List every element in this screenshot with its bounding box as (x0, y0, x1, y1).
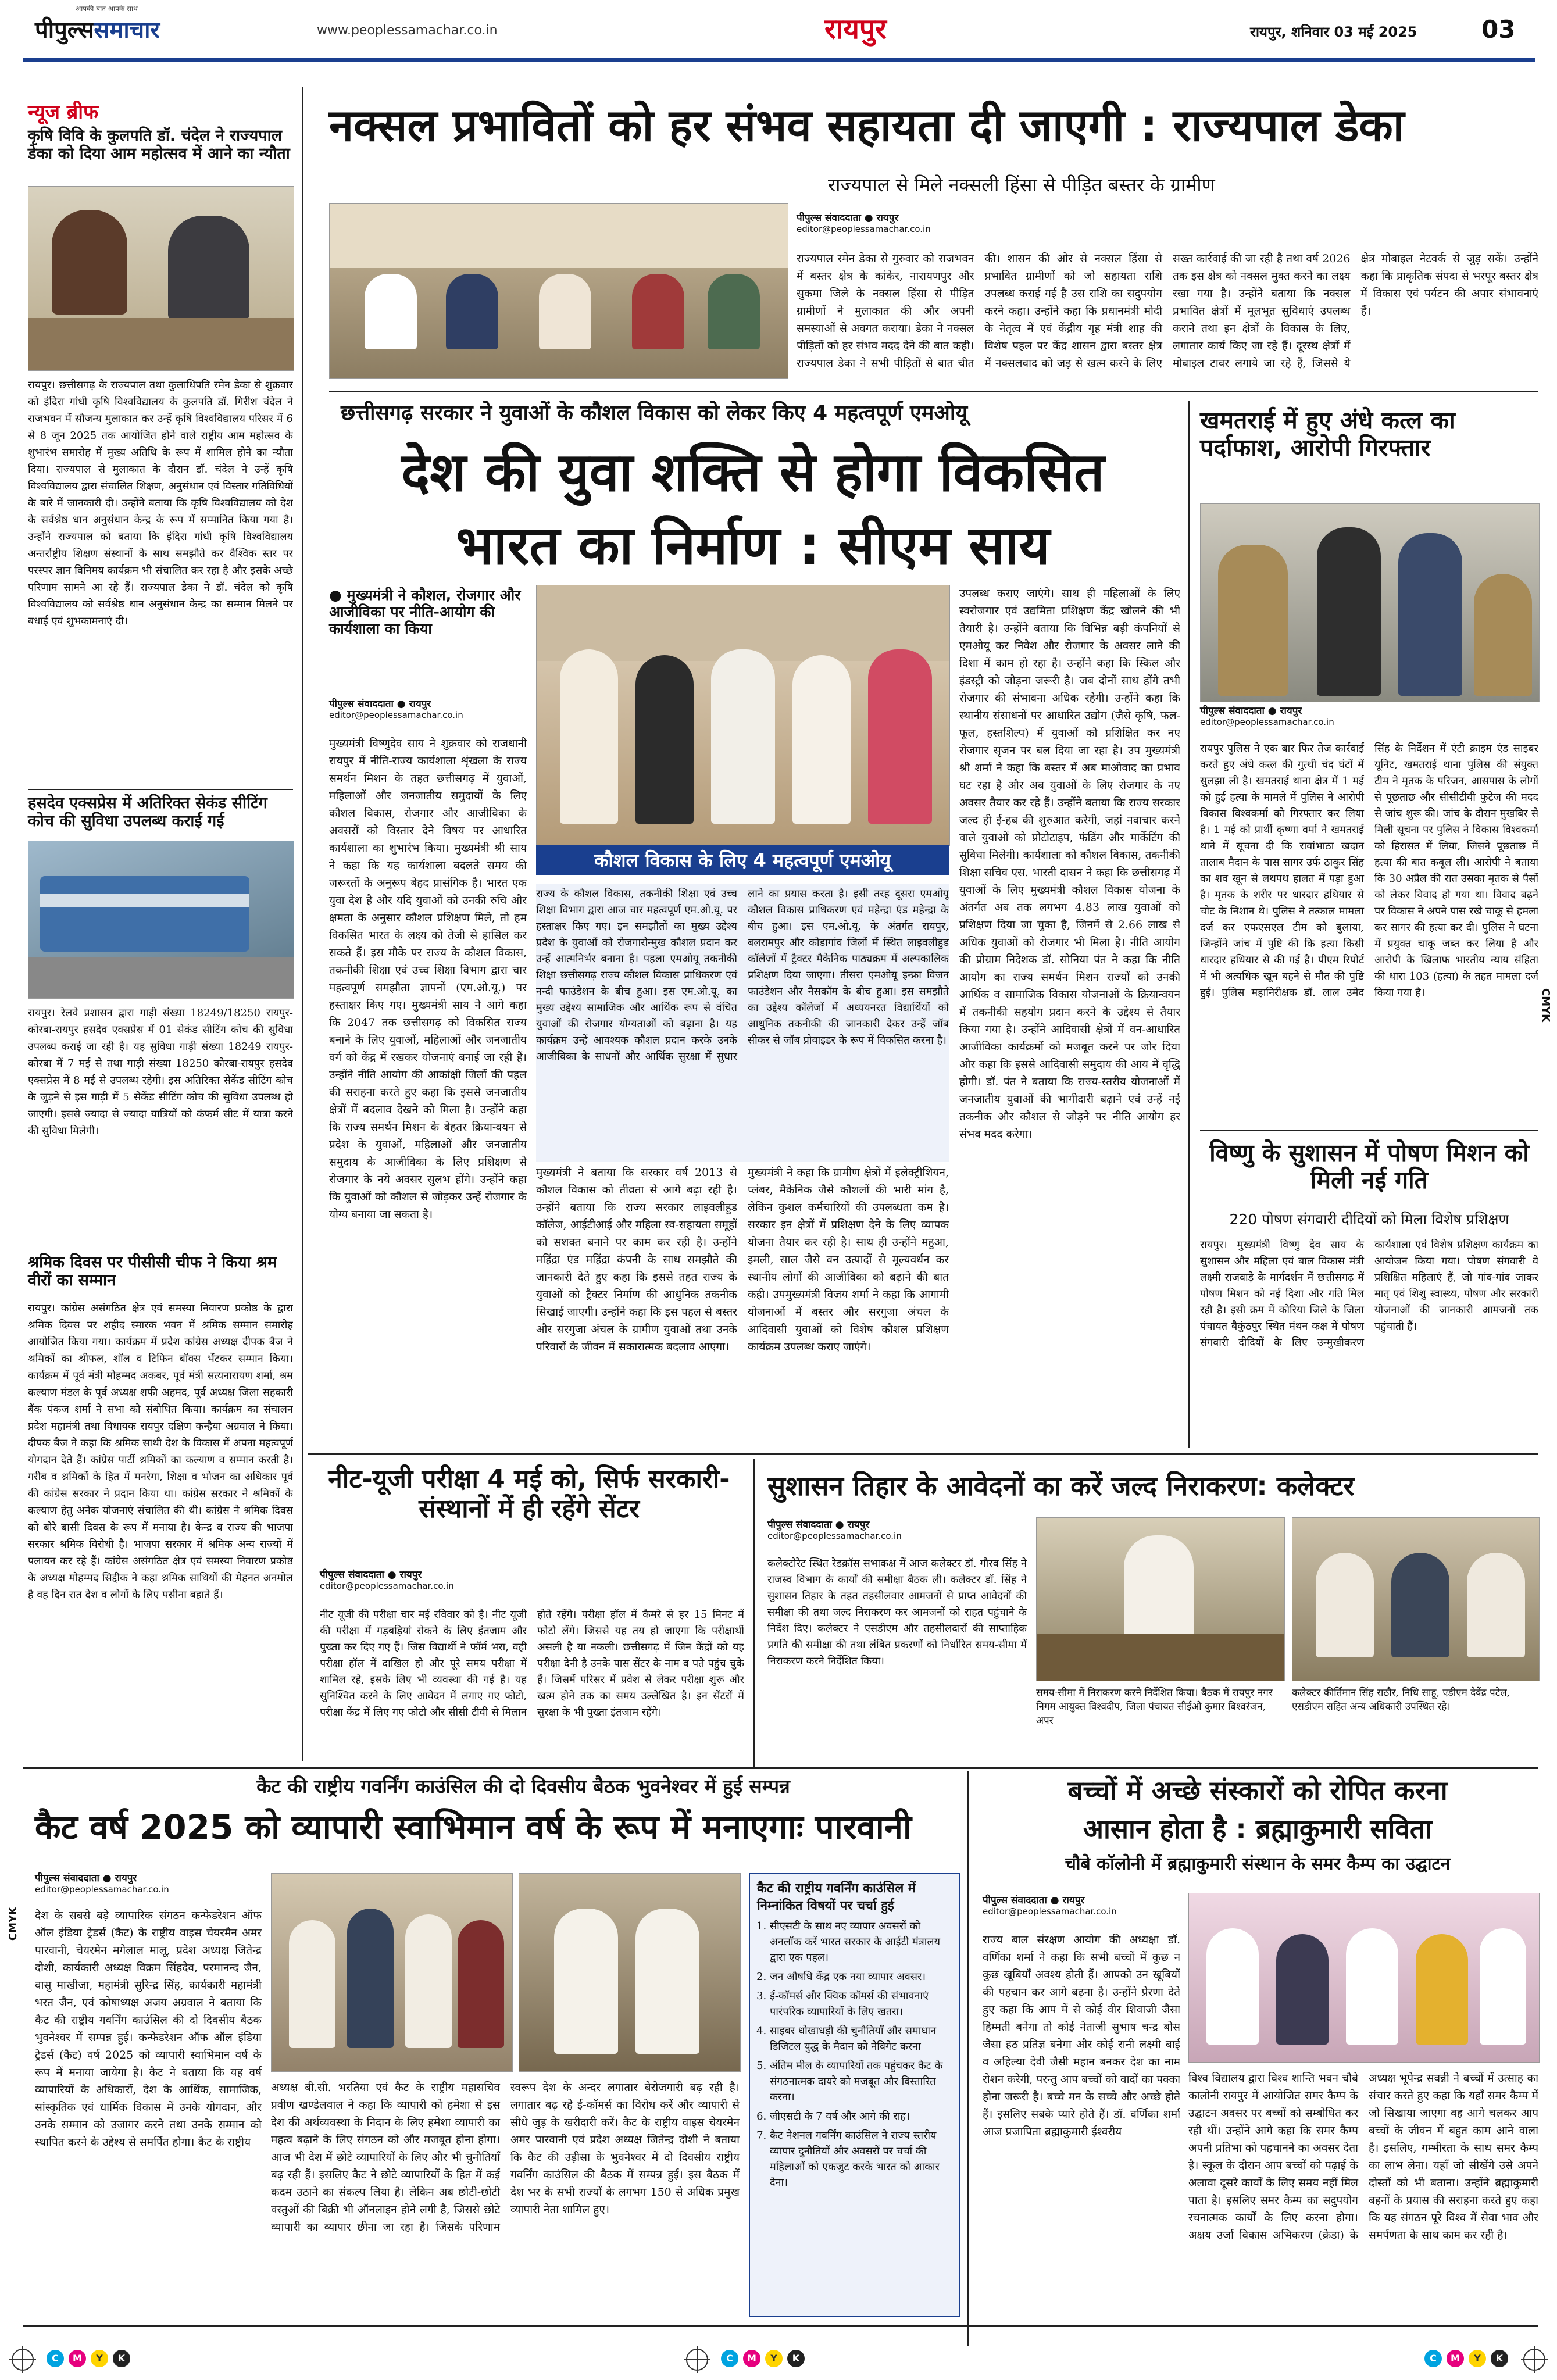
cait-box-title: कैट की राष्ट्रीय गवर्निंग काउंसिल में निम्नांकित विषयों पर चर्चा हुई (757, 1881, 916, 1913)
cmyk-dot-y-right: Y (1469, 2350, 1486, 2367)
cait-topic-list (770, 1918, 954, 2190)
cait-topic-item: 4. साइबर धोखाधड़ी की चुनौतियाँ और समाधान डिजिटल युद्ध के मैदान को नेविगेट करना (770, 2023, 954, 2054)
murder-byline-text: पीपुल्स संवाददाता ● रायपुर (1200, 705, 1302, 717)
brief-headline-1: कृषि विवि के कुलपति डॉ. चंदेल ने राज्यपाल डेका को दिया आम महोत्सव में आने का न्यौता (28, 127, 290, 163)
left-column-rule (302, 87, 303, 1761)
brahma-photo (1188, 1893, 1540, 2063)
mou-box-title: कौशल विकास के लिए 4 महत्वपूर्ण एमओयू (536, 845, 949, 875)
lead-body: राज्यपाल रमेन डेका से गुरुवार को राजभवन में बस्तर क्षेत्र के कांकेर, नारायणपुर और सुकमा जिले के नक्सल हिंसा से पीड़ित ग्रामीणों ने मुलाकात की और अपनी समस्याओं से अवगत कराया। डेका ने नक्सल पीड़ितों को हर संभव मदद देने की बात कही। राज्यपाल डेका ने सभी पीड़ितों से बात चीत की। शासन की ओर से नक्सल हिंसा से प्रभावित ग्रामीणों को जो सहायता राशि उपलब्ध कराई गई है उस राशि का सदुपयोग करने कहा। उन्होंने कहा कि प्रधानमंत्री मोदी के नेतृत्व में एवं केंद्रीय गृह मंत्री शाह की विशेष पहल पर केंद्र शासन द्वारा बस्तर क्षेत्र में नक्सलवाद को जड़ से खत्म करने के लिए सख्त कार्रवाई की जा रही है तथा वर्ष 2026 तक इस क्षेत्र को नक्सल मुक्त करने का लक्ष्य रखा गया है। उन्होंने बताया कि नक्सल प्रभावित क्षेत्रों में मूलभूत सुविधाएं उपलब्ध कराने तथा इन क्षेत्रों के विकास के लिए, लगातार कार्य किए जा रहे हैं। दूरस्थ क्षेत्रों में मोबाइल टावर लगाये जा रहे हैं, जिससे ये क्षेत्र मोबाइल नेटवर्क से जुड़ सकें। उन्होंने कहा कि प्राकृतिक संपदा से भरपूर बस्तर क्षेत्र में विकास एवं पर्यटन की अपार संभावनाएं हैं। (797, 252, 1538, 370)
mou-photo (536, 585, 950, 846)
cmyk-dot-k-left: K (113, 2350, 130, 2367)
collector-byline-text: पीपुल्स संवाददाता ● रायपुर (767, 1519, 870, 1531)
brief-body-3: रायपुर। कांग्रेस असंगठित क्षेत्र एवं समस्या निवारण प्रकोष्ठ के द्वारा श्रमिक दिवस पर शहीद स्मारक भवन में श्रमिक सम्मान समारोह आयोजित किया गया। कार्यक्रम में प्रदेश कांग्रेस अध्यक्ष दीपक बैज ने श्रमिकों का श्रीफल, शॉल व टिफिन बॉक्स भेंटकर सम्मान किया। कार्यक्रम में पूर्व मंत्री मोहम्मद अकबर, पूर्व मंत्री सत्यनारायण शर्मा, श्रम कल्याण मंडल के पूर्व अध्यक्ष शफी अहमद, पूर्व अध्यक्ष जिला सहकारी बैंक पंकज शर्मा ने सभा को संबोधित किया। कार्यक्रम का संचालन प्रदेश महामंत्री तथा विधायक रायपुर दक्षिण कन्हैया अग्रवाल ने किया। दीपक बैज ने कहा कि श्रमिक साथी देश के विकास में अपना महत्वपूर्ण योगदान देते हैं। कांग्रेस पार्टी श्रमिकों का कल्याण व सम्मान करती है। गरीब व श्रमिकों के हित में मनरेगा, शिक्षा व भोजन का अधिकार पूर्व की कांग्रेस सरकार ने प्रदान किया था। कांग्रेस सरकार ने श्रमिकों के कल्याण हेतु अनेक योजनाएं संचालित की थी। कांग्रेस ने श्रमिक दिवस को बोरे बासी दिवस के रूप में मनाया है। केन्द्र व राज्य की भाजपा सरकार श्रमिक विरोधी है। भाजपा सरकार में श्रमिक अन्य राज्यों में पलायन कर रहे हैं। कांग्रेस असंगठित क्षेत्र एवं समस्या निवारण प्रकोष्ठ के अध्यक्ष मोहम्मद सिद्दीक ने कहा श्रमिक साथियों की मेहनत अनमोल है वह दिन रात देश व लोगों के लिए पसीना बहाते हैं। (28, 1302, 293, 1601)
cmyk-dot-k-right: K (1491, 2350, 1508, 2367)
brief-divider-1 (28, 789, 293, 790)
brahma-email: editor@peoplessamachar.co.in (983, 1906, 1117, 1917)
brahma-byline (983, 1893, 1180, 1917)
murder-email: editor@peoplessamachar.co.in (1200, 717, 1334, 727)
registration-mark-left (12, 2349, 34, 2371)
brahma-subhead: चौबे कॉलोनी में ब्रह्माकुमारी संस्थान के समर कैम्प का उद्घाटन (1065, 1854, 1451, 1874)
registration-mark-center (686, 2349, 708, 2371)
cait-byline (35, 1871, 267, 1895)
collector-byline (767, 1517, 977, 1541)
mou-col1: मुख्यमंत्री विष्णुदेव साय ने शुक्रवार को राजधानी रायपुर में नीति-राज्य कार्यशाला शृंखला के राज्य समर्थन मिशन के तहत छत्तीसगढ़ में युवाओं, महिलाओं और जनजातीय समुदायों के लिए कौशल विकास, रोजगार और आजीविका के अवसरों को विस्तार देने विषय पर आधारित कार्यशाला का शुभारंभ किया। मुख्यमंत्री श्री साय ने कहा कि यह कार्यशाला बदलते समय की जरूरतों के अनुरूप बेहद प्रासंगिक है। भारत एक युवा देश है और यदि युवाओं को उनकी रुचि और क्षमता के अनुसार कौशल प्रशिक्षण मिले, तो हम विकसित भारत के लक्ष्य को तेजी से हासिल कर सकते हैं। इस मौके पर राज्य के कौशल विकास, तकनीकी शिक्षा एवं उच्च शिक्षा विभाग द्वारा चार महत्वपूर्ण समझौता ज्ञापनों (एम.ओ.यू.) पर हस्ताक्षर किए गए। मुख्यमंत्री साय ने आगे कहा कि 2047 तक छत्तीसगढ़ को विकसित राज्य बनाने के लिए युवाओं, महिलाओं और जनजातीय वर्ग को केंद्र में रखकर योजनाएं बनाई जा रही हैं। उन्होंने नीति आयोग की आकांक्षी जिलों की पहल की सराहना करते हुए कहा कि इससे जनजातीय क्षेत्रों में बदलाव देखने को मिला है। उन्होंने कहा कि राज्य समर्थन मिशन के बेहतर क्रियान्वयन से प्रदेश के युवाओं, महिलाओं और जनजातीय समुदाय के आजीविका के लिए प्रशिक्षण से रोजगार के नये अवसर सुलभ होंगे। उन्होंने कहा कि युवाओं को कौशल से जोड़कर उन्हें रोजगार के योग्य बनाया जा सकता है। (329, 737, 527, 1221)
city-title: रायपुर (824, 13, 887, 45)
brand-right: समाचार (94, 16, 160, 44)
cmyk-dot-y-left: Y (91, 2350, 108, 2367)
collector-caption-2: कलेक्टर कीर्तिमान सिंह राठौर, निधि साहू, एडीएम देवेंद्र पटेल, एसडीएम सहित अन्य अधिकारी उपस्थित रहे। (1292, 1687, 1510, 1713)
brahma-body-1: राज्य बाल संरक्षण आयोग की अध्यक्षा डॉ. वर्णिका शर्मा ने कहा कि सभी बच्चों में कुछ न कुछ खूबियाँ अवश्य होती हैं। आपको उन खूबियों की पहचान कर आगे बढ़ना है। उन्होंने प्रेरणा देते हुए कहा कि आप में से कोई वीर शिवाजी जैसा हिम्मती बनेगा तो कोई नेताजी सुभाष चन्द्र बोस जैसा हठ प्रतिज्ञ बनेगा और कोई रानी लक्ष्मी बाई व अहिल्या देवी जैसी महान बनकर देश का नाम रोशन करेगी, परन्तु आप बच्चों को वादों का पक्का होना जरूरी है। बच्चे मन के सच्चे और अच्छे होते हैं। इसलिए सबके प्यारे होते हैं। डॉ. वर्णिका शर्मा आज प्रजापिता ब्रह्माकुमारी ईश्वरीय (983, 1934, 1180, 2138)
mou-byline-text: पीपुल्स संवाददाता ● रायपुर (329, 698, 431, 710)
brief-photo-1 (28, 186, 294, 371)
lead-byline-text: पीपुल्स संवाददाता ● रायपुर (797, 212, 899, 224)
cmyk-side-label-left: CMYK (7, 1907, 19, 1941)
murder-body: रायपुर पुलिस ने एक बार फिर तेज कार्रवाई करते हुए अंधे कत्ल की गुत्थी चंद घंटों में सुलझा ली है। खमतराई थाना क्षेत्र में 1 मई को हुई हत्या के मामले में पुलिस ने आरोपी विकास विश्वकर्मा को गिरफ्तार कर लिया है। 1 मई को प्रार्थी कृष्णा वर्मा ने खमतराई थाने में सूचना दी कि रावांभाठा खदान तालाब मैदान के पास सागर उर्फ ठाकुर सिंह का शव खून से लथपथ हालत में पड़ा हुआ है। मृतक के शरीर पर धारदार हथियार से चोट के निशान थे। पुलिस ने तत्काल मामला दर्ज कर एफएसएल टीम को बुलाया, जिन्होंने जांच में पुष्टि की कि हत्या किसी धारदार हथियार से की गई है। पीएम रिपोर्ट में भी अत्यधिक खून बहने से मौत की पुष्टि हुई। पुलिस महानिरीक्षक डॉ. लाल उमेद सिंह के निर्देशन में एंटी क्राइम एंड साइबर यूनिट, खमतराई थाना पुलिस की संयुक्त टीम ने मृतक के परिजन, आसपास के लोगों से पूछताछ और सीसीटीवी फुटेज की मदद से जांच शुरू की। जांच के दौरान मुखबिर से मिली सूचना पर पुलिस ने विकास विश्वकर्मा को हिरासत में लिया, जिसने पूछताछ में हत्या की बात कबूल ली। आरोपी ने बताया कि 30 अप्रैल की रात उसका मृतक से पैसों को लेकर विवाद हो गया था। विवाद बढ़ने पर विकास ने अपने पास रखे चाकू से हमला कर सागर की हत्या कर दी। पुलिस ने घटना में प्रयुक्त चाकू जब्त कर लिया है और आरोपी के खिलाफ भारतीय न्याय संहिता की धारा 103 (हत्या) के तहत मामला दर्ज किया गया है। (1200, 742, 1538, 999)
cait-topic-item: 6. जीएसटी के 7 वर्ष और आगे की राह। (770, 2109, 954, 2124)
mou-kicker: छत्तीसगढ़ सरकार ने युवाओं के कौशल विकास को लेकर किए 4 महत्वपूर्ण एमओयू (341, 401, 968, 425)
bullet-icon: ● (329, 587, 347, 603)
cait-photo-2 (519, 1873, 741, 2072)
neet-byline (320, 1567, 517, 1591)
cait-kicker: कैट की राष्ट्रीय गवर्निंग काउंसिल की दो दिवसीय बैठक भुवनेश्वर में हुई सम्पन्न (256, 1775, 790, 1797)
mou-col4: उपलब्ध कराए जाएंगे। साथ ही महिलाओं के लिए स्वरोजगार एवं उद्यमिता प्रशिक्षण केंद्र खोलने की भी तैयारी है। उन्होंने बताया कि विभिन्न बड़ी कंपनियों से एमओयू कर निवेश और रोजगार के अवसर लाने की दिशा में काम हो रहा है। उन्होंने कहा कि स्किल और इंडस्ट्री को जोड़ना जरूरी है। जब दोनों साथ होंगे तभी रोजगार की संभावना अधिक रहेगी। उन्होंने कहा कि स्थानीय संसाधनों पर आधारित उद्योग (जैसे कृषि, फल-फूल, हस्तशिल्प) में युवाओं को प्रशिक्षित कर नए रोजगार सृजन पर बल दिया जा रहा है। उप मुख्यमंत्री श्री शर्मा ने कहा कि बस्तर में अब माओवाद का प्रभाव घट रहा है और अब युवाओं के लिए रोजगार के नए अवसर तैयार कर रहे हैं। उन्होंने बताया कि राज्य सरकार जल्द ही ई-हब की शुरुआत करेगी, जहां नवाचार करने वाले युवाओं को प्रोटोटाइप, फंडिंग और मार्केटिंग की सुविधा मिलेगी। कार्यशाला को कौशल विकास, तकनीकी शिक्षा सचिव एस. भारती दासन ने कहा कि छत्तीसगढ़ में युवाओं के लिए मुख्यमंत्री कौशल विकास योजना के अंतर्गत अब तक लगभग 4.83 लाख युवाओं को प्रशिक्षण दिया जा चुका है, जिनमें से 2.66 लाख से अधिक युवाओं को रोजगार भी मिला है। नीति आयोग की प्रोग्राम निदेशक डॉ. सोनिया पंत ने कहा कि नीति आयोग का राज्य समर्थन मिशन राज्यों को उनकी आर्थिक व सामाजिक विकास योजनाओं के क्रियान्वयन में तकनीकी सहयोग प्रदान करने के उद्देश्य से तैयार किया गया है। उन्होंने आदिवासी क्षेत्रों में वन-आधारित आजीविका कार्यक्रमों को मजबूत करने पर जोर दिया और कहा कि इससे आदिवासी समुदाय की आय में वृद्धि होगी। डॉ. पंत ने बताया कि राज्य-स्तरीय योजनाओं में जनजातीय युवाओं की भागीदारी बढ़ाने एवं उन्हें नई तकनीक और कौशल से जोड़ने पर नीति आयोग हर संभव मदद करेगा। (959, 587, 1180, 1141)
brief-photo-train (28, 841, 294, 999)
website: www.peoplessamachar.co.in (317, 23, 498, 38)
lead-photo (329, 203, 788, 379)
brahma-body-2: विश्व विद्यालय द्वारा विश्व शान्ति भवन चौबे कालोनी रायपुर में आयोजित समर कैम्प के उद्घाटन अवसर पर बच्चों को सम्बोधित कर रही थीं। उन्होंने आगे कहा कि समर कैम्प अपनी प्रतिभा को पहचानने का अवसर देता है। स्कूल के दौरान आप बच्चों को पढ़ाई के अलावा दूसरे कार्यों के लिए समय नहीं मिल पाता है। इसलिए समर कैम्प का सदुपयोग रचनात्मक कार्यों के लिए करना होगा। अक्षय उर्जा विकास अभिकरण (क्रेडा) के अध्यक्ष भूपेन्द्र सवन्नी ने बच्चों में उत्साह का संचार करते हुए कहा कि यहाँ समर कैम्प में जो सिखाया जाएगा वह आगे चलकर आप बच्चों के जीवन में बहुत काम आने वाला है। इसलिए, गम्भीरता के साथ समर कैम्प का लाभ लेना। यहाँ जो सीखेंगे उसे अपने दोस्तों को भी बताना। उन्होंने ब्रह्माकुमारी बहनों के प्रयास की सराहना करते हुए कहा कि यह संगठन पूरे विश्व में सेवा भाव और समर्पणता के साथ काम कर रही है। (1188, 2072, 1538, 2242)
poshan-headline: विष्णु के सुशासन में पोषण मिशन को मिली नई गति (1209, 1139, 1529, 1195)
cait-body-2: अध्यक्ष बी.सी. भरतिया एवं कैट के राष्ट्रीय महासचिव प्रवीण खण्डेलवाल ने कहा कि व्यापारी को हमेशा से इस देश की अर्थव्यवस्था के निदान के लिए हमेशा व्यापारी का महत्व बढ़ाने के लिए संगठन को और मजबूत होना होगा। आज भी देश में छोटे व्यापारियों के लिए और भी चुनौतियाँ बढ़ रही हैं। इसलिए कैट ने छोटे व्यापारियों के हित में कई कदम उठाने का संकल्प लिया है। लेकिन अब छोटी-छोटी वस्तुओं की बिक्री भी ऑनलाइन होने लगी है, जिससे छोटे व्यापारी का व्यापार छीना जा रहा है। जिसके परिणाम स्वरूप देश के अन्दर लगातार बेरोजगारी बढ़ रही है। लगातार बढ़ रहे ई-कॉमर्स का विरोध करें और व्यापारी से सीधे जुड़ के खरीदारी करें। कैट के राष्ट्रीय वाइस चेयरमेन अमर पारवानी एवं प्रदेश अध्यक्ष जितेन्द्र दोशी ने बताया कि कैट की उड़ीसा के भुवनेश्वर में दो दिवसीय राष्ट्रीय गवर्निंग काउंसिल की बैठक में सम्पन्न हुई। इस बैठक में देश भर के सभी राज्यों के लगभग 150 से अधिक प्रमुख व्यापारी नेता शामिल हुए। (271, 2081, 740, 2234)
bottom-rule (23, 2325, 1538, 2327)
neet-byline-text: पीपुल्स संवाददाता ● रायपुर (320, 1569, 422, 1581)
cmyk-dot-m-center: M (743, 2350, 760, 2367)
logo (35, 5, 160, 45)
brahma-headline-1: बच्चों में अच्छे संस्कारों को रोपित करना (1067, 1775, 1448, 1806)
cait-body-1: देश के सबसे बड़े व्यापारिक संगठन कन्फेडरेशन ऑफ ऑल इंडिया ट्रेडर्स (कैट) के राष्ट्रीय वाइस चेयरमैन अमर पारवानी, चेयरमेन मगेलाल मालू, प्रदेश अध्यक्ष जितेन्द्र दोशी, कार्यकारी अध्यक्ष विक्रम सिंहदेव, परमानन्द जैन, वासु माखीजा, महामंत्री सुरिन्द्र सिंह, कार्यकारी महामंत्री भरत जैन, एवं कोषाध्यक्ष अजय अग्रवाल ने बताया कि कैट की राष्ट्रीय गवर्निंग काउंसिल की दो दिवसीय बैठक भुवनेश्वर में सम्पन्न हुई। कन्फेडरेशन ऑफ ऑल इंडिया ट्रेडर्स (कैट) वर्ष 2025 को व्यापारी स्वाभिमान वर्ष के रूप में मनाया जायेगा है। कैट ने बताया कि यह वर्ष व्यापारियों के अधिकारों, देश के आर्थिक, सामाजिक, सांस्कृतिक एवं धार्मिक विकास में उनके योगदान, और उनके सम्मान को उजागर करने तथा उनके सम्मान को स्थापित करने के उद्देश्य से समर्पित होगा। कैट के राष्ट्रीय (35, 1909, 262, 2149)
murder-rule (1200, 1130, 1538, 1131)
murder-photo (1200, 503, 1540, 702)
murder-headline: खमतराई में हुए अंधे कत्ल का पर्दाफाश, आरोपी गिरफ्तार (1200, 406, 1455, 462)
cait-headline: कैट वर्ष 2025 को व्यापारी स्वाभिमान वर्ष के रूप में मनाएगाः पारवानी (35, 1807, 912, 1847)
mou-box-body: राज्य के कौशल विकास, तकनीकी शिक्षा एवं उच्च शिक्षा विभाग द्वारा आज चार महत्वपूर्ण एम.ओ.यू. पर हस्ताक्षर किए गए। इन समझौतों का मुख्य उद्देश्य प्रदेश के युवाओं को रोजगारोन्मुख कौशल प्रदान कर उन्हें आत्मनिर्भर बनाना है। पहला एमओयू तकनीकी शिक्षा छत्तीसगढ़ राज्य कौशल विकास प्राधिकरण एवं नन्दी फाउंडेशन के बीच हुआ। इस एम.ओ.यू. का मुख्य उद्देश्य सामाजिक और आर्थिक रूप से वंचित युवाओं की रोजगार योग्यताओं को बढ़ाना है। यह कार्यक्रम उन्हें आवश्यक कौशल प्रदान करके उनके आजीविका के साधनों और आर्थिक सुरक्षा में सुधार लाने का प्रयास करता है। इसी तरह दूसरा एमओयू कौशल विकास प्राधिकरण एवं महेन्द्रा एंड महेन्द्रा के बीच हुआ। इस एम.ओ.यू. के अंतर्गत रायपुर, बलरामपुर और कोडागांव जिलों में स्थित लाइवलीहुड कॉलेजों में ट्रैक्टर मैकेनिक पाठ्यक्रम में अल्पकालिक प्रशिक्षण दिया जाएगा। तीसरा एमओयू इन्फ्रा विजन फाउंडेशन और नैसकॉम के बीच हुआ। इस समझौते का उद्देश्य कॉलेजों में अध्ययनरत विद्यार्थियों को आधुनिक तकनीकी की जानकारी देकर उन्हें जॉब सीकर से जॉब प्रोवाइडर के रूप में विकसित करना है। (536, 884, 949, 1162)
lead-headline: नक्सल प्रभावितों को हर संभव सहायता दी जाएगी : राज्यपाल डेका (329, 99, 1405, 151)
brand-left: पीपुल्स (35, 16, 94, 44)
issue-date: रायपुर, शनिवार 03 मई 2025 (1250, 24, 1417, 40)
cmyk-side-label-right: CMYK (1540, 988, 1552, 1023)
cait-byline-text: पीपुल्स संवाददाता ● रायपुर (35, 1872, 137, 1884)
masthead (0, 0, 1557, 58)
brand-tagline: आपकी बात आपके साथ (76, 5, 138, 13)
brief-body-2: रायपुर। रेलवे प्रशासन द्वारा गाड़ी संख्या 18249/18250 रायपुर-कोरबा-रायपुर हसदेव एक्सप्रेस में 01 सेकंड सीटिंग कोच की सुविधा उपलब्ध कराई जा रही है। यह सुविधा गाड़ी संख्या 18249 रायपुर-कोरबा में 7 मई से तथा गाड़ी संख्या 18250 कोरबा-रायपुर हसदेव एक्सप्रेस में 8 मई से उपलब्ध रहेगी। इस अतिरिक्त सेकेंड सीटिंग कोच के जुड़ने से इस गाड़ी में 5 सेकेंड सीटिंग कोच की सुविधा उपलब्ध हो जाएगी। इससे ज्यादा से ज्यादा यात्रियों को कंफर्म सीट में यात्रा करने की सुविधा मिलेगी। (28, 1007, 293, 1137)
collector-body: कलेक्टोरेट स्थित रेडक्रॉस सभाकक्ष में आज कलेक्टर डॉ. गौरव सिंह ने राजस्व विभाग के कार्यों की समीक्षा बैठक ली। कलेक्टर डॉ. सिंह ने सुशासन तिहार के तहत तहसीलवार आमजनों से प्राप्त आवेदनों की समीक्षा की तथा जल्द निराकरण कर आमजनों को राहत पहुंचाने के निर्देश दिए। कलेक्टर ने एसडीएम और तहसीलदारों की साप्ताहिक प्रगति की समीक्षा की तथा लंबित प्रकरणों को निर्धारित समय-सीमा में निराकरण करने निर्देशित किया। (767, 1557, 1027, 1667)
neet-email: editor@peoplessamachar.co.in (320, 1581, 454, 1591)
brief-headline-2: हसदेव एक्सप्रेस में अतिरिक्त सेकंड सीटिंग कोच की सुविधा उपलब्ध कराई गई (28, 794, 267, 831)
cmyk-dot-c-center: C (721, 2350, 738, 2367)
cait-topic-item: 3. ई-कॉमर्स और क्विक कॉमर्स की संभावनाएं पारंपरिक व्यापारियों के लिए खतरा। (770, 1988, 954, 2020)
mou-col2b: मुख्यमंत्री ने बताया कि सरकार वर्ष 2013 से कौशल विकास को तीव्रता से आगे बढ़ा रही है। उन्होंने बताया कि राज्य सरकार लाइवलीहुड कॉलेज, आईटीआई और महिला स्व-सहायता समूहों को सशक्त बनाने पर काम कर रही है। उन्होंने महिंद्रा एंड महिंद्रा कंपनी के साथ समझौते की जानकारी देते हुए कहा कि इससे तहत राज्य के युवाओं को ट्रैक्टर निर्माण की आधुनिक तकनीक सिखाई जाएगी। उन्होंने कहा कि इस पहल से बस्तर और सरगुजा अंचल के ग्रामीण युवाओं तथा उनके परिवारों के जीवन में सकारात्मक बदलाव आएगा। (536, 1166, 737, 1353)
cait-topic-item: 1. सीएसटी के साथ नए व्यापार अवसरों को अनलॉक करें भारत सरकार के आईटी मंत्रालय द्वारा एक पहल। (770, 1918, 954, 1966)
mou-headline-2: भारत का निर्माण : सीएम साय (456, 514, 1050, 577)
mou-sidebar (329, 587, 521, 637)
cmyk-dot-c-left: C (47, 2350, 64, 2367)
mou-headline-1: देश की युवा शक्ति से होगा विकसित (401, 441, 1105, 503)
lead-subhead: राज्यपाल से मिले नक्सली हिंसा से पीड़ित बस्तर के ग्रामीण (828, 174, 1215, 196)
right-column-rule (1188, 401, 1190, 1448)
collector-email: editor@peoplessamachar.co.in (767, 1531, 902, 1541)
poshan-subhead: 220 पोषण संगवारी दीदियों को मिला विशेष प्रशिक्षण (1229, 1211, 1509, 1228)
mou-email: editor@peoplessamachar.co.in (329, 710, 463, 720)
collector-caption-1: समय-सीमा में निराकरण करने निर्देशित किया। बैठक में रायपुर नगर निगम आयुक्त विश्वदीप, जिला पंचायत सीईओ कुमार बिश्वरंजन, अपर (1036, 1687, 1273, 1727)
brahma-byline-text: पीपुल्स संवाददाता ● रायपुर (983, 1895, 1085, 1906)
cait-box (749, 1873, 960, 2317)
mou-col3b: मुख्यमंत्री ने कहा कि ग्रामीण क्षेत्रों में इलेक्ट्रीशियन, प्लंबर, मैकेनिक जैसे कौशलों की भारी मांग है, लेकिन कुशल कर्मचारियों की उपलब्धता कम है। सरकार इन क्षेत्रों में प्रशिक्षण देने के लिए व्यापक योजना तैयार कर रही है। साथ ही उन्होंने महुआ, इमली, साल जैसे वन उत्पादों से मूल्यवर्धन कर स्थानीय लोगों की आजीविका को बढ़ाने की बात कही। उपमुख्यमंत्री विजय शर्मा ने कहा कि आगामी योजनाओं में बस्तर और सरगुजा अंचल के आदिवासी युवाओं को विशेष कौशल प्रशिक्षण कार्यक्रम उपलब्ध कराए जाएंगे। (748, 1166, 949, 1353)
brahma-headline-2: आसान होता है : ब्रह्माकुमारी सविता (1083, 1813, 1433, 1845)
neet-rule (753, 1459, 755, 1767)
news-brief-label: न्यूज ब्रीफ (28, 101, 99, 124)
mou-sidebar-text: मुख्यमंत्री ने कौशल, रोजगार और आजीविका पर नीति-आयोग की कार्यशाला का किया (329, 587, 521, 637)
collector-photo-1 (1036, 1517, 1285, 1681)
brief-headline-3: श्रमिक दिवस पर पीसीसी चीफ ने किया श्रम वीरों का सम्मान (28, 1253, 277, 1290)
murder-byline (1200, 703, 1537, 727)
bottom-column-rule (967, 1771, 969, 2346)
cmyk-dot-k-center: K (787, 2350, 805, 2367)
mid-rule (308, 1453, 1538, 1455)
lower-rule (23, 1767, 1538, 1769)
cait-topic-item: 7. कैट नेशनल गवर्निंग काउंसिल ने राज्य स्तरीय व्यापार दुनौतियों और अवसरों पर चर्चा की महिलाओं को एकजुट करके भारत को आकार देना। (770, 2128, 954, 2190)
brief-body-1: रायपुर। छत्तीसगढ़ के राज्यपाल तथा कुलाधिपति रमेन डेका से शुक्रवार को इंदिरा गांधी कृषि विश्वविद्यालय के कुलपति डॉ. गिरीश चंदेल ने राजभवन में सौजन्य मुलाकात कर उन्हें कृषि विश्वविद्यालय परिसर में 6 से 8 जून 2025 तक आयोजित होने वाले राष्ट्रीय आम महोत्सव के शुभारंभ समारोह में मुख्य अतिथि के रूप में शामिल होने का न्यौता दिया। राज्यपाल से मुलाकात के दौरान डॉ. चंदेल ने उन्हें कृषि विश्वविद्यालय द्वारा संचालित शिक्षण, अनुसंधान एवं विस्तार गतिविधियों के बारे में जानकारी दी। उन्होंने बताया कि कृषि विश्वविद्यालय को देश के सर्वश्रेष्ठ धान अनुसंधान केन्द्र के रूप में सम्मानित किया गया है। उन्होंने राज्यपाल को बताया कि इंदिरा गांधी कृषि विश्वविद्यालय अन्तर्राष्ट्रीय शिक्षण संस्थानों के साथ समझौते कर वैश्विक स्तर पर परस्पर ज्ञान विनिमय कार्यक्रम भी संचालित कर रहा है और इसके अच्छे परिणाम सामने आ रहे हैं। राज्यपाल डेका ने डॉ. चंदेल को कृषि विश्वविद्यालय को सर्वश्रेष्ठ धान अनुसंधान केन्द्र का सम्मान मिलने पर बधाई एवं शुभकामनाएं दी। (28, 379, 293, 627)
masthead-rule (23, 58, 1535, 62)
neet-headline: नीट-यूजी परीक्षा 4 मई को, सिर्फ सरकारी-संस्थानों में ही रहेंगे सेंटर (328, 1464, 730, 1524)
lead-byline (797, 210, 983, 234)
page-number: 03 (1481, 15, 1516, 44)
cmyk-dot-m-left: M (69, 2350, 86, 2367)
collector-photo-2 (1292, 1517, 1540, 1681)
cait-email: editor@peoplessamachar.co.in (35, 1884, 169, 1895)
cmyk-dot-y-center: Y (765, 2350, 783, 2367)
mou-byline (329, 696, 527, 720)
collector-headline: सुशासन तिहार के आवेदनों का करें जल्द निराकरण: कलेक्टर (767, 1470, 1355, 1502)
cait-topic-item: 5. अंतिम मील के व्यापारियों तक पहुंचकर कैट के संगठनात्मक दायरे को मजबूत और विस्तारित करना। (770, 2058, 954, 2105)
cmyk-dot-m-right: M (1447, 2350, 1464, 2367)
cmyk-dot-c-right: C (1424, 2350, 1442, 2367)
cait-photo-1 (271, 1873, 513, 2072)
cait-topic-item: 2. जन औषधि केंद्र एक नया व्यापार अवसर। (770, 1969, 954, 1985)
registration-mark-right (1523, 2349, 1545, 2371)
lead-email: editor@peoplessamachar.co.in (797, 224, 931, 234)
poshan-body: रायपुर। मुख्यमंत्री विष्णु देव साय के सुशासन और महिला एवं बाल विकास मंत्री लक्ष्मी राजवाड़े के मार्गदर्शन में छत्तीसगढ़ में पोषण मिशन को नई दिशा और गति मिल रही है। इसी क्रम में कोरिया जिले के जिला पंचायत बैकुंठपुर स्थित मंथन कक्ष में पोषण संगवारी दीदियों के लिए उन्मुखीकरण कार्यशाला एवं विशेष प्रशिक्षण कार्यक्रम का आयोजन किया गया। पोषण संगवारी वे प्रशिक्षित महिलाएं हैं, जो गांव-गांव जाकर मातृ एवं शिशु स्वास्थ्य, पोषण और सरकारी योजनाओं की जानकारी आमजनों तक पहुंचाती हैं। (1200, 1239, 1538, 1349)
neet-body: नीट यूजी की परीक्षा चार मई रविवार को है। नीट यूजी की परीक्षा में गड़बड़ियां रोकने के लिए इंतजाम और पुख्ता कर दिए गए हैं। जिस विद्यार्थी ने फॉर्म भरा, वही परीक्षा हॉल में दाखिल हो और पूरे समय परीक्षा में शामिल रहे, इसके लिए भी व्यवस्था की गई है। यह सुनिश्चित करने के लिए आवेदन में लगाए गए फोटो, परीक्षा केंद्र में लिए गए फोटो और सीसी टीवी से मिलान होते रहेंगे। परीक्षा हॉल में कैमरे से हर 15 मिनट में फोटो लेंगे। जिससे यह तय हो जाएगा कि परीक्षार्थी असली है या नकली। छत्तीसगढ़ में जिन केंद्रों को यह परीक्षा देनी है उनके पास सेंटर के नाम व पते पहुंच चुके हैं। जिसमें परिसर में प्रवेश से लेकर परीक्षा शुरू और खत्म होने तक का समय उल्लेखित है। इन सेंटरों में सुरक्षा के भी पुख्ता इंतजाम रहेंगे। (320, 1609, 744, 1718)
lead-rule (329, 391, 1538, 392)
